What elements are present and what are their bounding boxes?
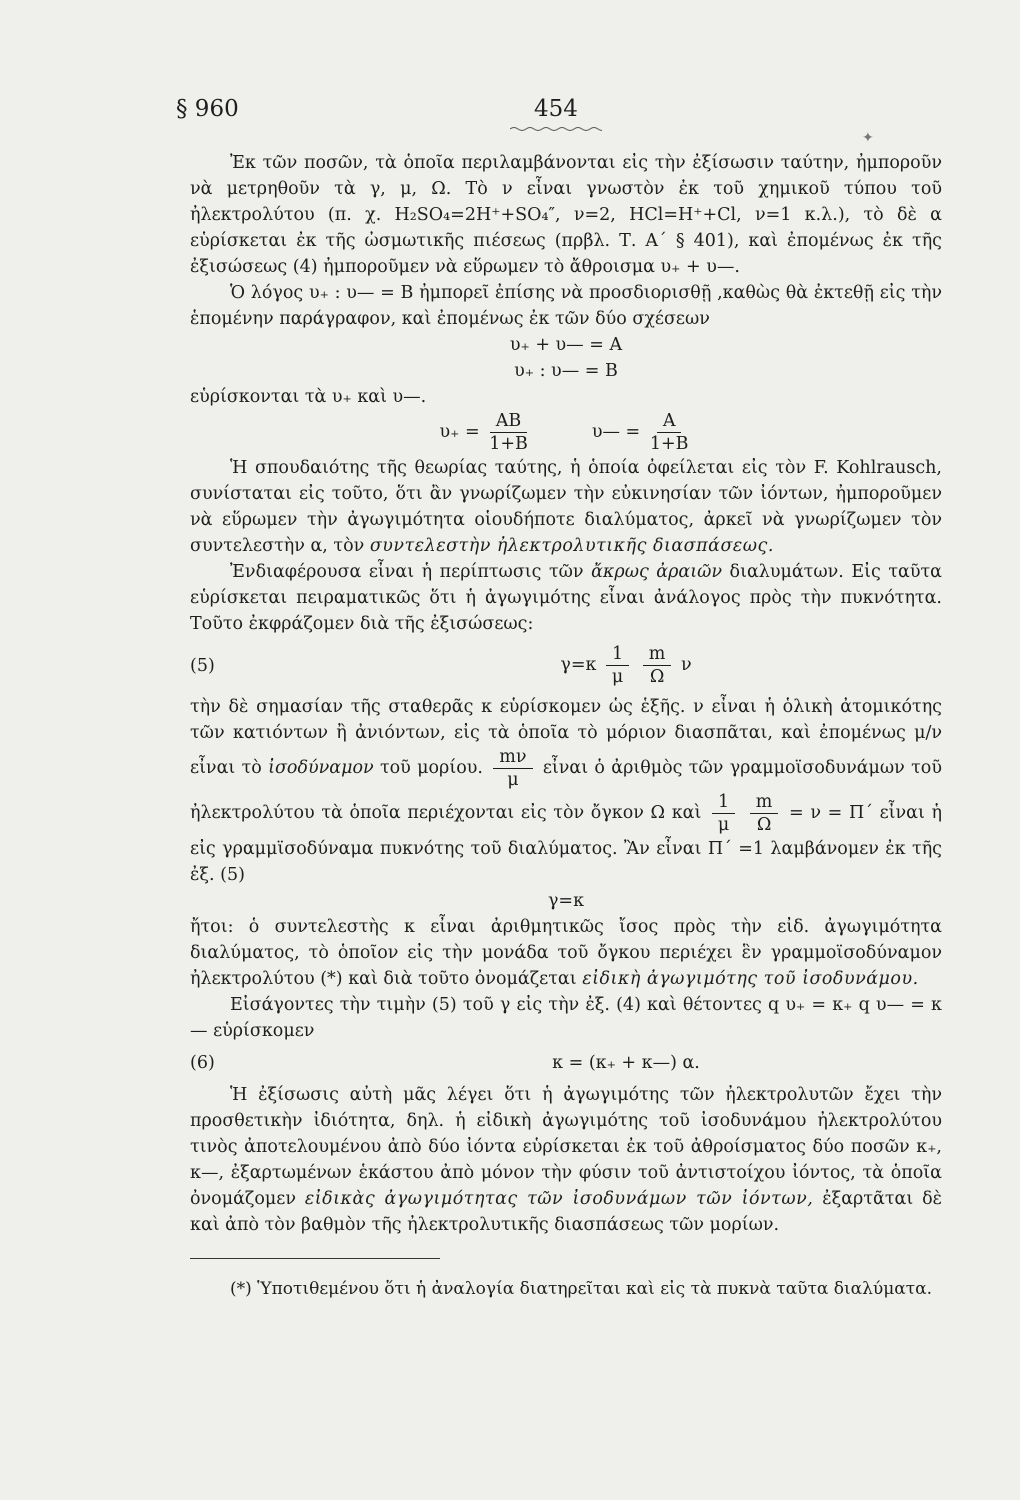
page-number-underline (510, 126, 602, 132)
equation-6-label: (6) (190, 1053, 215, 1073)
equation-5-tail: ν (680, 655, 692, 675)
paragraph-5-frac-denominator: μ (507, 770, 519, 790)
v-plus-fraction (489, 410, 528, 455)
v-minus-denominator: 1+B (649, 434, 689, 454)
solutions-equation (190, 410, 942, 455)
paragraph-5 (190, 694, 942, 888)
equation-5-fraction-1 (606, 643, 629, 688)
paragraph-5-fraction-1 (712, 791, 735, 836)
equation-5-label: (5) (190, 655, 215, 676)
paragraph-4-text-b: διαλυμάτων. Εἰς ταῦτα εὑρίσκεται πειραματικῶς ὅτι ἡ ἀγωγιμότης εἶναι ἀνάλογος πρὸς τὴν πυκνότητα. Τοῦτο ἐκφράζομεν διὰ τῆς ἐξισώσεως: (190, 562, 942, 634)
paragraph-3-text: Ἡ σπουδαιότης τῆς θεωρίας ταύτης, ἡ ὁποία ὀφείλεται εἰς τὸν F. Kohlrausch, συνίσταται εἰς τοῦτο, ὅτι ἂν γνωρίζωμεν τὴν εὐκινησίαν τῶν ἰόντων, ἠμποροῦμεν νὰ εὕρωμεν τὴν ἀγωγιμότητα οἱουδήποτε διαλύματος, ἀρκεῖ νὰ γνωρίζωμεν τὸν συντελεστὴν α, τὸν (190, 458, 942, 556)
section-number: § 960 (176, 96, 239, 122)
paragraph-5-text-b: τοῦ μορίου. (379, 758, 483, 778)
footnote: (*) Ὑποτιθεμένου ὅτι ἡ ἀναλογία διατηρεῖται καὶ εἰς τὰ πυκνὰ ταῦτα διαλύματα. (230, 1279, 933, 1299)
paragraph-8-text-b: ἐξαρτᾶται δὲ καὶ ἀπὸ τὸν βαθμὸν τῆς ἠλεκτρολυτικῆς διασπάσεως τῶν μορίων. (190, 1189, 942, 1235)
equation-5-body (310, 643, 942, 688)
v-plus-lhs: υ₊ = (439, 422, 480, 442)
equation-5-fraction-2 (643, 643, 672, 688)
equation-5-lhs: γ=κ (560, 655, 597, 675)
paragraph-6-italic: εἰδικὴ ἀγωγιμότης τοῦ ἰσοδυνάμου. (582, 969, 919, 989)
equation-5-f2-numerator: m (643, 643, 672, 666)
relation-ratio: υ₊ : υ— = B (514, 361, 618, 381)
paragraph-5-f2-denominator: Ω (756, 815, 772, 835)
relation-sum: υ₊ + υ— = A (509, 335, 623, 355)
v-minus-fraction (650, 410, 689, 455)
page-header (176, 96, 936, 136)
v-plus-numerator: AB (490, 410, 528, 433)
paragraph-1: Ἐκ τῶν ποσῶν, τὰ ὁποῖα περιλαμβάνονται εἰς τὴν ἐξίσωσιν ταύτην, ἠμποροῦν νὰ μετρηθοῦν τὰ γ, μ, Ω. Τὸ ν εἶναι γνωστὸν ἐκ τοῦ χημικοῦ τύπου τοῦ ἠλεκτρολύτου (π. χ. H₂SO₄=2H⁺+SO₄″, ν=2, HCl=H⁺+Cl, ν=1 κ.λ.), τὸ δὲ α εὑρίσκεται ἐκ τῆς ὠσμωτικῆς πιέσεως (πρβλ. Τ. Α΄ § 401), καὶ ἐπομένως ἐκ τῆς ἐξισώσεως (4) ἠμποροῦμεν νὰ εὕρωμεν τὸ ἄθροισμα υ₊ + υ—. (190, 153, 942, 277)
paragraph-4-italic: ἄκρως ἀραιῶν (591, 562, 722, 582)
paragraph-5-f1-numerator: 1 (712, 791, 735, 814)
paragraph-8-italic: εἰδικὰς ἀγωγιμότητας τῶν ἰσοδυνάμων τῶν ἰόντων, (304, 1189, 814, 1209)
equation-5 (190, 643, 942, 688)
equation-6-body: κ = (κ₊ + κ—) α. (552, 1053, 700, 1073)
paragraph-5-text-a: τὴν δὲ σημασίαν τῆς σταθερᾶς κ εὑρίσκομεν ὡς ἑξῆς. ν εἶναι ἡ ὁλικὴ ἀτομικότης τῶν κατιόντων ἢ ἀνιόντων, εἰς τὰ ὁποῖα τὸ μόριον διασπᾶται, καὶ ἐπομένως μ/ν εἶναι τὸ (190, 697, 942, 778)
v-minus-solution (592, 410, 693, 455)
paragraph-5-f2-numerator: m (750, 791, 779, 814)
equation-5-f1-denominator: μ (611, 667, 624, 687)
paragraph-4-text-a: Ἐνδιαφέρουσα εἶναι ἡ περίπτωσις τῶν (230, 562, 584, 582)
paragraph-8 (190, 1082, 942, 1238)
paragraph-5-text-c: εἶναι ὁ ἀριθμὸς τῶν γραμμοϊσοδυνάμων τοῦ ἠλεκτρολύτου τὰ ὁποῖα περιέχονται εἰς τὸν ὄγκον Ω καὶ (190, 758, 942, 823)
paragraph-5-fraction-2 (750, 791, 779, 836)
page-number: 454 (534, 96, 578, 122)
v-minus-lhs: υ— = (591, 422, 641, 442)
paragraph-5-italic: ἰσοδύναμον (268, 758, 374, 778)
equation-5-f1-numerator: 1 (606, 643, 629, 666)
v-plus-denominator: 1+B (489, 434, 528, 454)
paragraph-2: Ὁ λόγος υ₊ : υ— = B ἠμπορεῖ ἐπίσης νὰ προσδιορισθῇ ,καθὼς θὰ ἐκτεθῇ εἰς τὴν ἑπομένην παράγραφον, καὶ ἐπομένως ἐκ τῶν δύο σχέσεων (190, 283, 942, 329)
paragraph-6-text: ἤτοι: ὁ συντελεστὴς κ εἶναι ἀριθμητικῶς ἴσος πρὸς τὴν εἰδ. ἀγωγιμότητα διαλύματος, τὸ ὁποῖον εἰς τὴν μονάδα τοῦ ὄγκου περιέχει ἓν γραμμοϊσοδύναμον ἠλεκτρολύτου (*) καὶ διὰ τοῦτο ὀνομάζεται (190, 917, 942, 989)
margin-mark: ✦ (862, 130, 874, 146)
paragraph-3 (190, 455, 942, 559)
paragraph-5-f1-denominator: μ (717, 815, 730, 835)
equation-5-f2-denominator: Ω (649, 667, 665, 687)
paragraph-5-text-d: = ν = Π΄ εἶναι ἡ εἰς γραμμϊσοδύναμα πυκνότης τοῦ διαλύματος. Ἂν εἶναι Π΄ =1 λαμβάνομεν ἐκ τῆς ἐξ. (5) (190, 803, 942, 885)
v-plus-solution (440, 410, 532, 455)
footnote-divider (190, 1258, 440, 1259)
equation-6 (190, 1050, 942, 1076)
body-text (190, 150, 942, 1301)
v-minus-numerator: A (657, 410, 682, 433)
paragraph-8-text-a: Ἡ ἐξίσωσις αὐτὴ μᾶς λέγει ὅτι ἡ ἀγωγιμότης τῶν ἠλεκτρολυτῶν ἔχει τὴν προσθετικὴν ἰδιότητα, δηλ. ἡ εἰδικὴ ἀγωγιμότης τοῦ ἰσοδυνάμου ἠλεκτρολύτου τινὸς ἀποτελουμένου ἀπὸ δύο ἰόντα εὑρίσκεται ἐκ τοῦ ἀθροίσματος δύο ποσῶν κ₊, κ—, ἐξαρτωμένων ἑκάστου ἀπὸ μόνον τὴν φύσιν τοῦ ἀντιστοίχου ἰόντος, τὰ ὁποῖα ὀνομάζομεν (190, 1085, 942, 1209)
paragraph-7: Εἰσάγοντες τὴν τιμὴν (5) τοῦ γ εἰς τὴν ἐξ. (4) καὶ θέτοντες q υ₊ = κ₊ q υ— = κ— εὑρίσκομεν (190, 995, 942, 1041)
paragraph-5-frac-numerator: mν (493, 746, 532, 769)
paragraph-6 (190, 914, 942, 992)
paragraph-4 (190, 559, 942, 637)
paragraph-5-fraction (493, 746, 532, 791)
paragraph-3-italic: συντελεστὴν ἠλεκτρολυτικῆς διασπάσεως. (369, 536, 774, 556)
found-text: εὑρίσκονται τὰ υ₊ καὶ υ—. (190, 387, 427, 407)
gamma-kappa-equation: γ=κ (547, 891, 585, 911)
